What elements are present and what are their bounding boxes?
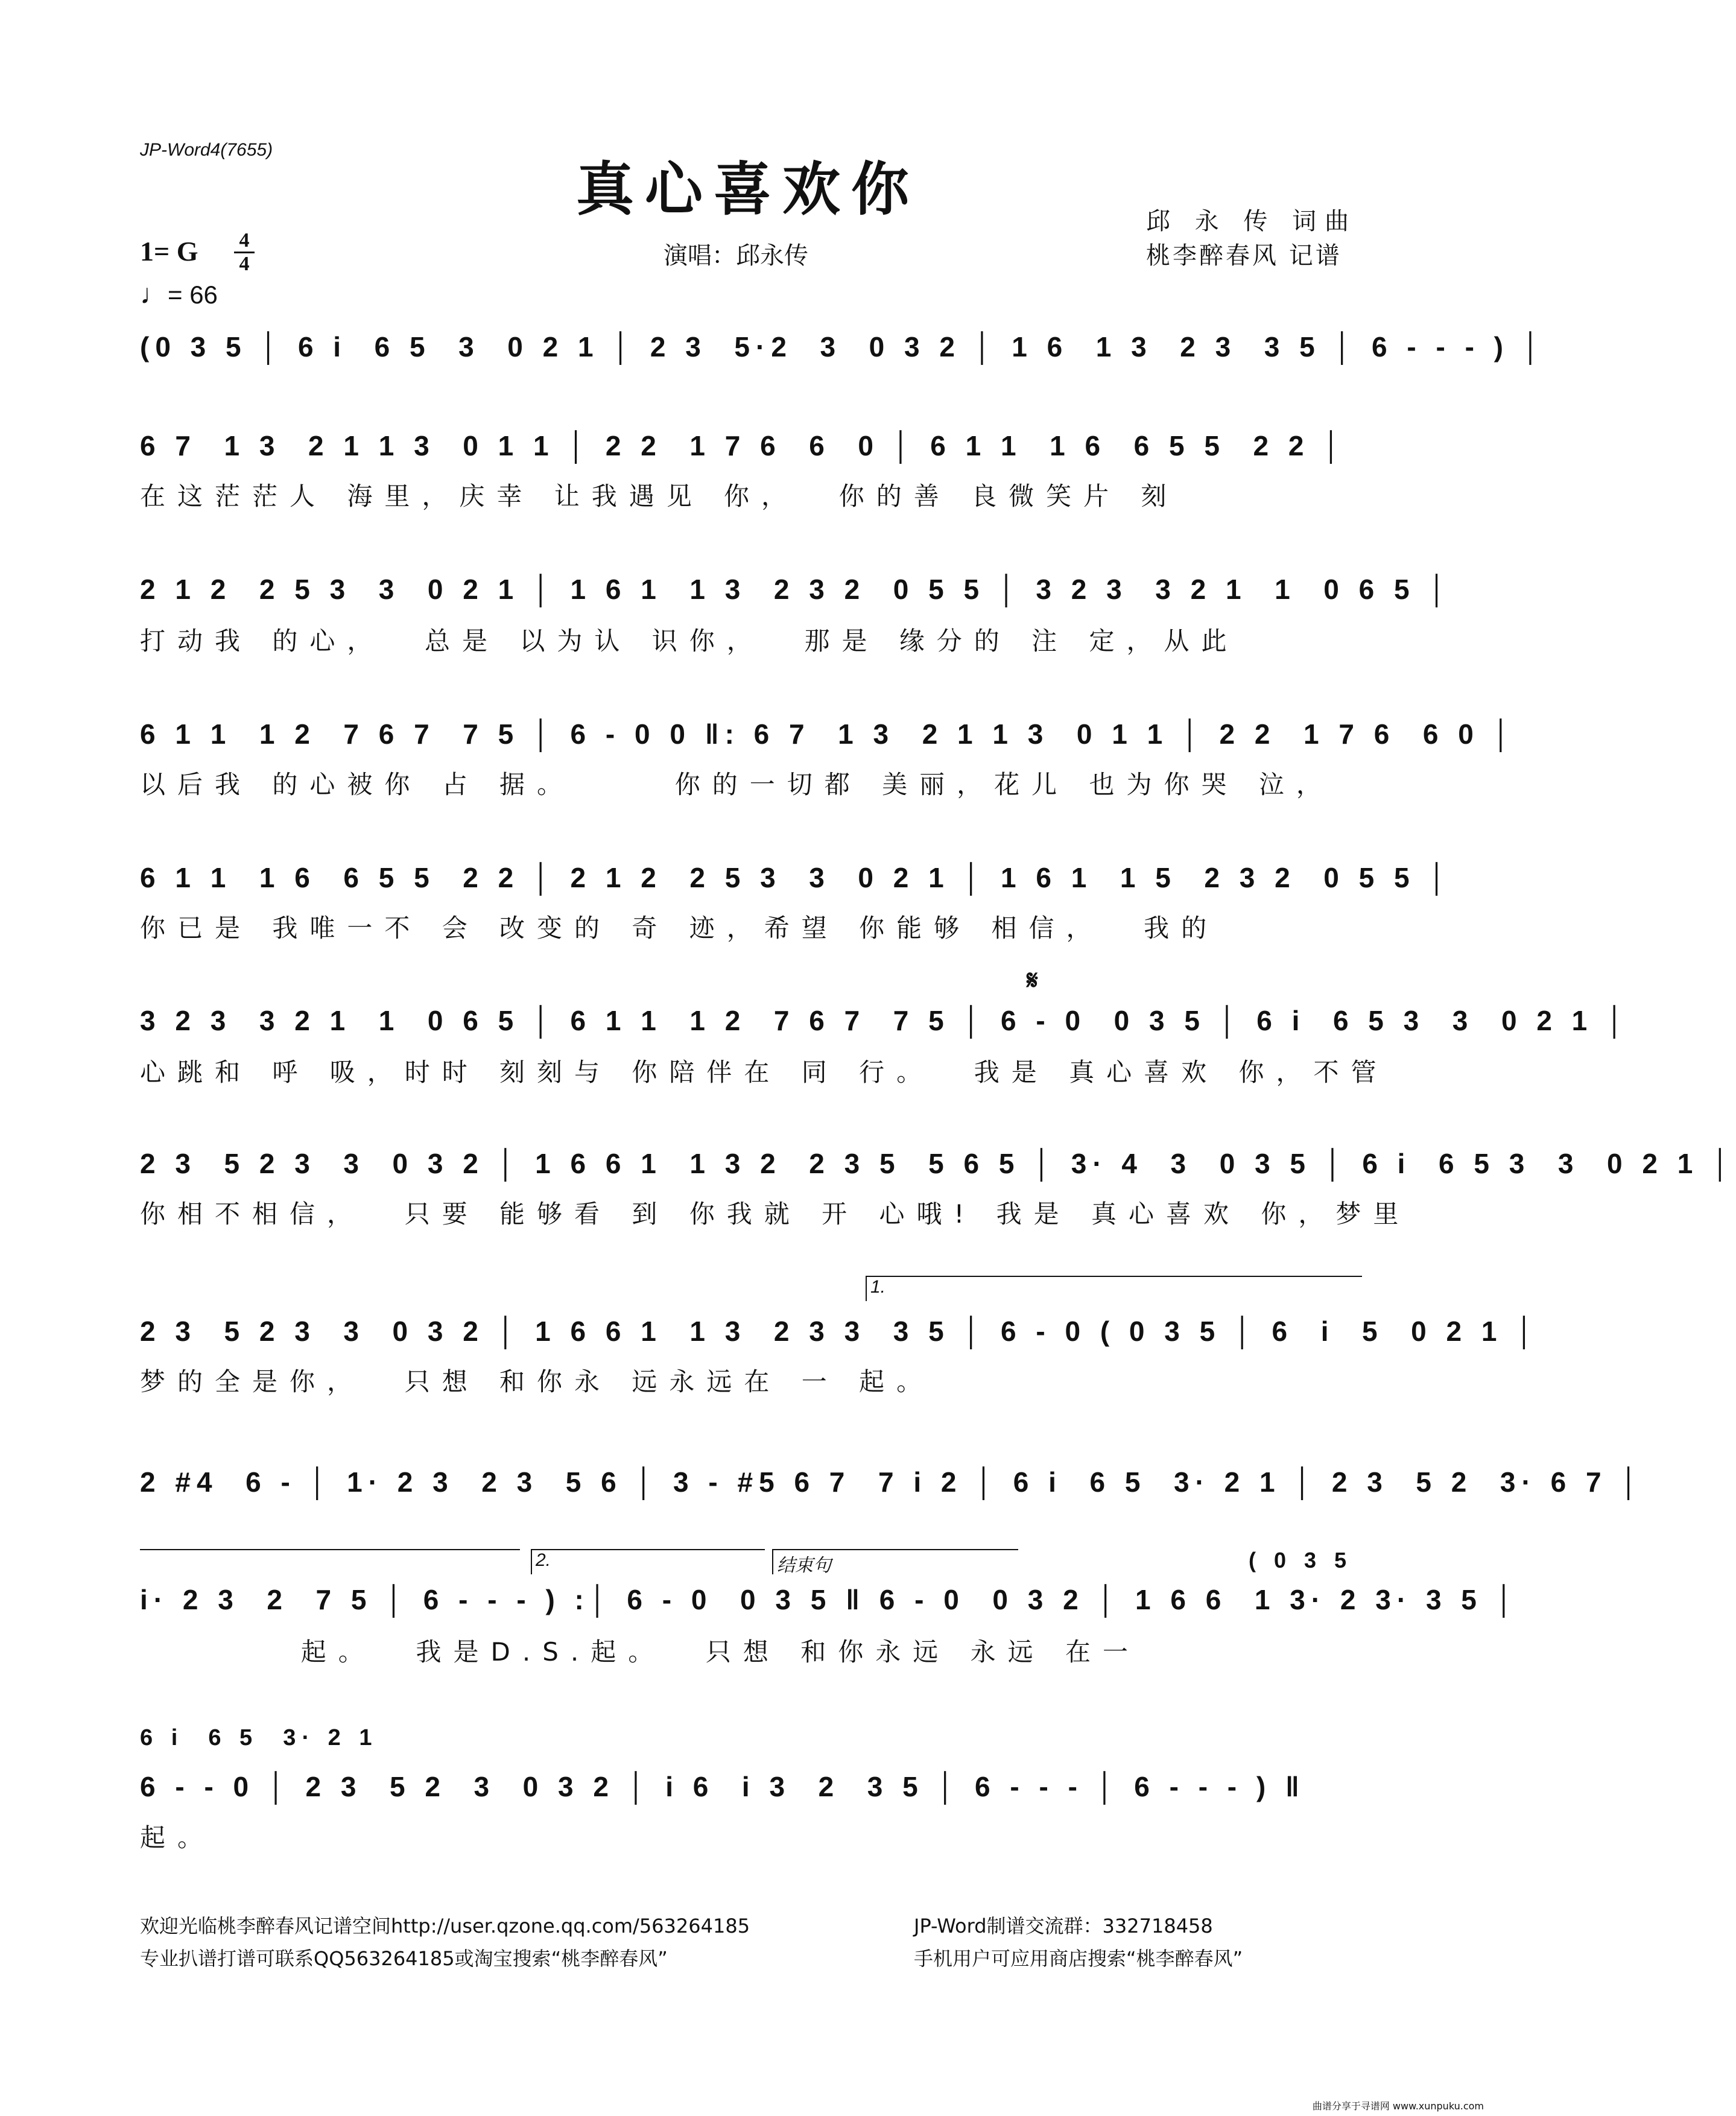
score-system-4-notes: 6 1 1 1 2 7 6 7 7 5 │ 6 - 0 0 ‖: 6 7 1 3 2 1 1 3 0 1 1 │ 2 2 1 7 6 6 0 │ [140, 718, 1517, 750]
song-title: 真心喜欢你 [576, 155, 920, 223]
segno-sign: 𝄋 [1027, 965, 1038, 996]
footer-welcome: 欢迎光临桃李醉春风记谱空间http://user.qzone.qq.com/563264185 [140, 1915, 750, 1937]
site-watermark: 曲谱分享于寻谱网 www.xunpuku.com [1312, 2100, 1484, 2112]
score-system-11-notes: 6 - - 0 │ 2 3 5 2 3 0 3 2 │ i 6 i 3 2 3 5 │ 6 - - - │ 6 - - - ) ‖ [140, 1771, 1305, 1802]
time-signature-bottom: 4 [239, 253, 250, 275]
ending-section-bracket [772, 1549, 1018, 1574]
score-system-11-lyrics: 起。 [140, 1823, 215, 1852]
footer-app-search: 手机用户可应用商店搜索“桃李醉春风” [914, 1947, 1243, 1970]
key-signature: 1= G [140, 236, 198, 267]
score-system-4-lyrics: 以后我 的心被你 占 据。 你的一切都 美丽，花儿 也为你哭 泣， [140, 770, 1334, 799]
score-system-10-lyrics: 起。 我是D.S.起。 只想 和你永远 永远 在一 [140, 1637, 1140, 1667]
ending-section-label: 结束句 [777, 1555, 831, 1576]
score-system-5-notes: 6 1 1 1 6 6 5 5 2 2 │ 2 1 2 2 5 3 3 0 2 1 │ 1 6 1 1 5 2 3 2 0 5 5 │ [140, 862, 1453, 893]
score-system-2-notes: 6 7 1 3 2 1 1 3 0 1 1 │ 2 2 1 7 6 6 0 │ 6 1 1 1 6 6 5 5 2 2 │ [140, 430, 1348, 461]
score-system-6-lyrics: 心跳和 呼 吸，时时 刻刻与 你陪伴在 同 行。 我是 真心喜欢 你，不管 [140, 1057, 1389, 1087]
composer-credit: 邱 永 传 词曲 [1146, 207, 1358, 235]
score-system-5-lyrics: 你已是 我唯一不 会 改变的 奇 迹，希望 你能够 相信， 我的 [140, 913, 1219, 943]
volta-first-ending-continuation [140, 1549, 520, 1550]
score-system-8-notes: 2 3 5 2 3 3 0 3 2 │ 1 6 6 1 1 3 2 3 3 3 5 │ 6 - 0 ( 0 3 5 │ 6 i 5 0 2 1 │ [140, 1316, 1541, 1347]
score-system-6-notes: 3 2 3 3 2 1 1 0 6 5 │ 6 1 1 1 2 7 6 7 7 5 │ 6 - 0 0 3 5 │ 6 i 6 5 3 3 0 2 1 │ [140, 1005, 1630, 1036]
ossia-top-notes: 6 i 6 5 3· 2 1 [140, 1725, 378, 1750]
software-label: JP-Word4(7655) [140, 140, 273, 160]
footer-contact: 专业扒谱打谱可联系QQ563264185或淘宝搜索“桃李醉春风” [140, 1947, 668, 1970]
footer-group: JP-Word制谱交流群：332718458 [914, 1915, 1213, 1937]
time-signature [234, 231, 255, 274]
score-system-1-notes: (0 3 5 │ 6 i 6 5 3 0 2 1 │ 2 3 5·2 3 0 3 2 │ 1 6 1 3 2 3 3 5 │ 6 - - - ) │ [140, 331, 1547, 363]
tempo-marking [140, 277, 218, 310]
transcriber-credit: 桃李醉春风 记谱 [1146, 242, 1342, 270]
score-system-10-notes: i· 2 3 2 7 5 │ 6 - - - ) :│ 6 - 0 0 3 5 ‖ 6 - 0 0 3 2 │ 1 6 6 1 3· 2 3· 3 5 │ [140, 1584, 1520, 1615]
time-signature-top: 4 [239, 229, 250, 252]
volta-second-ending: 2. [531, 1549, 765, 1574]
singer-credit: 演唱：邱永传 [664, 242, 808, 270]
score-system-8-lyrics: 梦的全是你， 只想 和你永 远永远在 一 起。 [140, 1367, 934, 1396]
score-system-3-notes: 2 1 2 2 5 3 3 0 2 1 │ 1 6 1 1 3 2 3 2 0 5 5 │ 3 2 3 3 2 1 1 0 6 5 │ [140, 574, 1453, 605]
score-system-2-lyrics: 在这茫茫人 海里，庆幸 让我遇见 你， 你的善 良微笑片 刻 [140, 481, 1179, 511]
score-system-7-lyrics: 你相不相信， 只要 能够看 到 你我就 开 心哦! 我是 真心喜欢 你，梦里 [140, 1199, 1411, 1229]
volta-first-ending: 1. [866, 1276, 1362, 1301]
score-system-3-lyrics: 打动我 的心， 总是 以为认 识你， 那是 缘分的 注 定，从此 [140, 626, 1239, 656]
tempo-value: = 66 [168, 280, 218, 309]
score-system-9-notes: 2 #4 6 - │ 1· 2 3 2 3 5 6 │ 3 - #5 6 7 7 i 2 │ 6 i 6 5 3· 2 1 │ 2 3 5 2 3· 6 7 │ [140, 1466, 1645, 1498]
quarter-note-icon: ♩ [140, 278, 168, 309]
score-system-7-notes: 2 3 5 2 3 3 0 3 2 │ 1 6 6 1 1 3 2 2 3 5 5 6 5 │ 3· 4 3 0 3 5 │ 6 i 6 5 3 3 0 2 1 │ [140, 1148, 1736, 1179]
ossia-end-notes: ( 0 3 5 [1249, 1548, 1353, 1573]
